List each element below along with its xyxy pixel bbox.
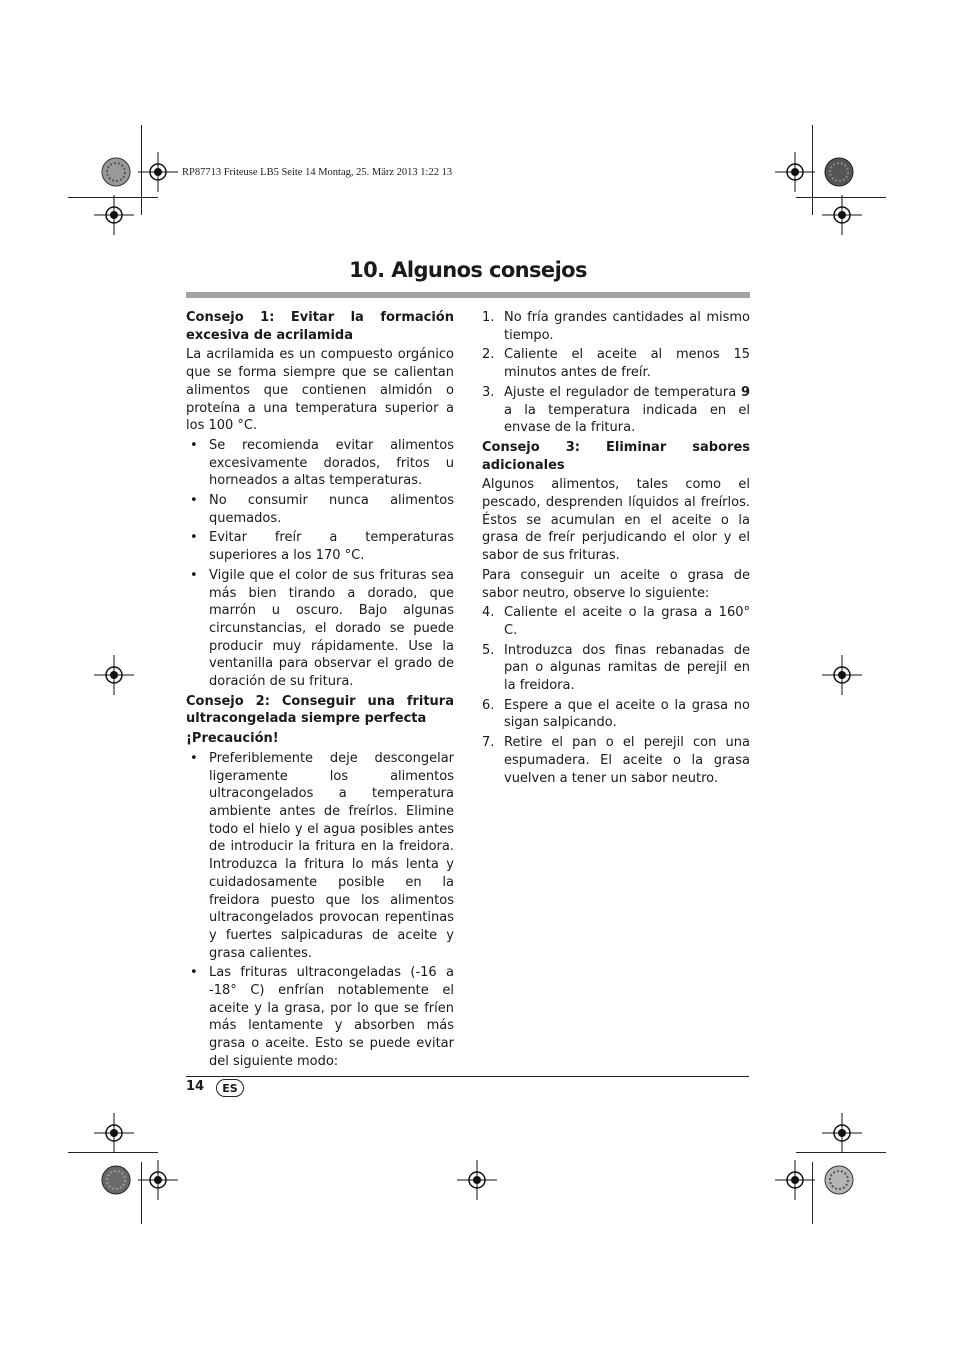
step-text: Espere a que el aceite o la grasa no sigan salpicando. (504, 697, 750, 731)
color-bar-icon (824, 1165, 854, 1195)
step-number: 7. (482, 735, 495, 751)
step-text: Introduzca dos finas rebanadas de pan o algunas ramitas de perejil en la freidora. (504, 642, 750, 694)
registration-mark-icon (775, 152, 815, 192)
tip1-heading: Consejo 1: Evitar la formación excesiva de acrilamida (186, 310, 454, 343)
list-item: • Evitar freír a temperaturas superiores a los 170 °C. (186, 529, 454, 564)
caution-label: ¡Precaución! (186, 731, 279, 747)
step-number: 2. (482, 347, 495, 363)
registration-mark-icon (822, 655, 862, 695)
registration-mark-icon (822, 195, 862, 235)
list-item (482, 734, 750, 787)
list-item (482, 697, 750, 732)
tip3-paragraph: Para conseguir un aceite o grasa de sabor neutro, observe lo siguiente: (482, 567, 750, 601)
list-item (482, 642, 750, 695)
step-number: 3. (482, 384, 495, 400)
tip3-paragraph: Algunos alimentos, tales como el pescado, desprenden líquidos al freírlos. Éstos se acumulan en el aceite o la grasa de freír perjudicando el olor y el sabor de sus frituras. (482, 477, 750, 564)
step-text: No fría grandes cantidades al mismo tiempo. (504, 310, 750, 343)
list-item (482, 309, 750, 344)
title-divider (186, 292, 750, 298)
tip2-heading: Consejo 2: Conseguir una fritura ultracongelada siempre perfecta (186, 693, 454, 727)
step-text: Caliente el aceite al menos 15 minutos antes de freír. (504, 347, 750, 381)
color-bar-icon (101, 1165, 131, 1195)
registration-mark-icon (94, 655, 134, 695)
step-number: 6. (482, 697, 495, 713)
step-text: Ajuste el regulador de temperatura (504, 384, 741, 400)
page-number: 14 (186, 1079, 205, 1094)
step-number: 5. (482, 642, 495, 658)
list-item: • Se recomienda evitar alimentos excesivamente dorados, fritos u horneados a altas temperaturas. (186, 437, 454, 490)
registration-mark-icon (138, 152, 178, 192)
steps-list-b (482, 604, 750, 787)
list-item (482, 604, 750, 639)
color-bar-icon (824, 157, 854, 187)
step-text: Retire el pan o el perejil con una espumadera. El aceite o la grasa vuelven a tener un sabor neutro. (504, 735, 750, 786)
registration-mark-icon (94, 1113, 134, 1153)
tip2-bullet-list (186, 750, 454, 1071)
registration-mark-icon (775, 1160, 815, 1200)
list-item: • Preferiblemente deje descongelar ligeramente los alimentos ultracongelados a temperatura ambiente antes de freírlos. Elimine todo el hielo y el agua posibles antes de introducir la fritura en la freidora. Introduzca la fritura lo más lenta y cuidadosamente posible en la freidora puesto que los alimentos ultracongelados provocan repentinas y fuertes salpicaduras de aceite y grasa calientes. (186, 750, 454, 962)
tip1-intro: La acrilamida es un compuesto orgánico que se forma siempre que se calientan alimentos que contienen almidón o proteína a una temperatura superior a los 100 °C. (186, 347, 454, 434)
tip1-bullet-list (186, 437, 454, 691)
right-column (482, 309, 750, 789)
step-number: 4. (482, 605, 495, 621)
step-text: a la temperatura indicada en el envase de la fritura. (504, 402, 750, 436)
footer-divider (186, 1076, 749, 1077)
step-text: Caliente el aceite o la grasa a 160° C. (504, 605, 750, 638)
list-item (482, 346, 750, 381)
registration-mark-icon (822, 1113, 862, 1153)
tip3-heading: Consejo 3: Eliminar sabores adicionales (482, 439, 750, 473)
step-number: 1. (482, 310, 495, 325)
color-bar-icon (101, 157, 131, 187)
registration-mark-icon (138, 1160, 178, 1200)
control-reference: 9 (740, 384, 750, 400)
left-column (186, 309, 454, 1073)
steps-list-a (482, 309, 750, 437)
list-item: • Vigile que el color de sus frituras sea más bien tirando a dorado, que marrón u oscuro. Bajo algunas circunstancias, el dorado se puede producir muy rápidamente. Use la ventanilla para observar el grado de doración de su fritura. (186, 567, 454, 691)
page-title: 10. Algunos consejos (349, 258, 587, 282)
list-item: • Las frituras ultracongeladas (-16 a -18° C) enfrían notablemente el aceite y la grasa, por lo que se fríen más lentamente y absorben más grasa o aceite. Esto se puede evitar del siguiente modo: (186, 964, 454, 1070)
list-item: • No consumir nunca alimentos quemados. (186, 492, 454, 527)
list-item (482, 384, 750, 437)
registration-mark-icon (457, 1160, 497, 1200)
registration-mark-icon (94, 195, 134, 235)
language-badge: ES (216, 1079, 244, 1097)
print-header: RP87713 Friteuse LB5 Seite 14 Montag, 25. März 2013 1:22 13 (182, 167, 453, 178)
